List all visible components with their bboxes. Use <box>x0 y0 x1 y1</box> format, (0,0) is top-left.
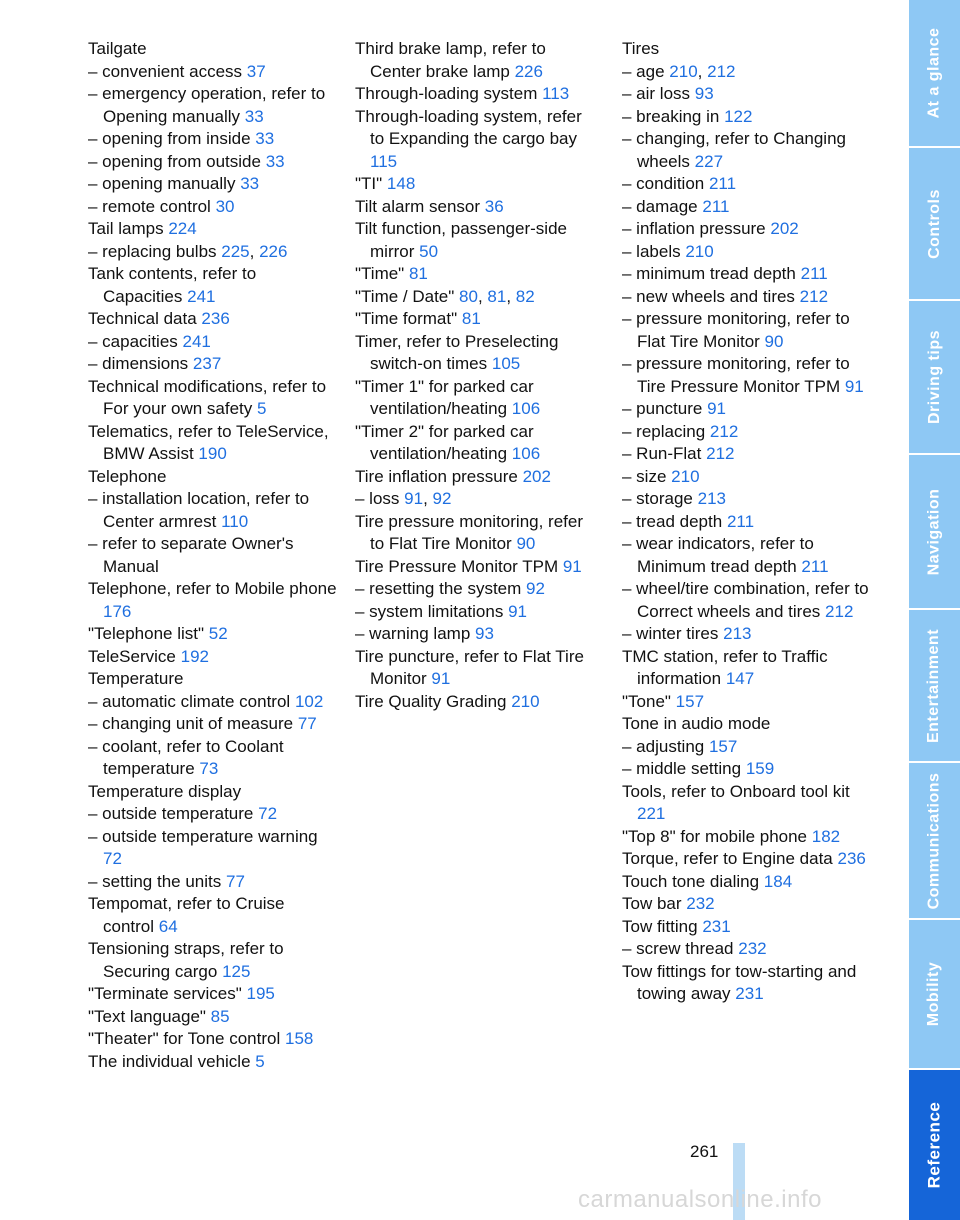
index-entry <box>622 623 872 646</box>
index-entry-text: – condition <box>622 174 705 193</box>
index-entry-text: Tank contents, refer to Capacities <box>88 264 257 306</box>
index-entry <box>622 128 872 173</box>
index-entry <box>622 871 872 894</box>
index-entry <box>622 488 872 511</box>
index-entry <box>88 151 338 174</box>
chapter-tab-entertainment[interactable] <box>909 610 960 761</box>
index-entry-text: – installation location, refer to Center armrest <box>88 489 310 531</box>
index-entry <box>622 398 872 421</box>
index-column-2 <box>355 38 600 713</box>
index-entry <box>355 218 600 263</box>
page-link[interactable]: 184 <box>763 871 793 891</box>
chapter-tab-label: Mobility <box>925 961 943 1027</box>
index-entry-text: – tread depth <box>622 511 723 531</box>
page-link[interactable]: 210 <box>511 691 540 711</box>
index-entry-text: – pressure monitoring, refer to Tire Pressure Monitor TPM <box>622 354 850 396</box>
page-link[interactable]: 113 <box>542 84 570 103</box>
index-entry <box>622 961 872 1006</box>
page-link[interactable]: 231 <box>735 984 764 1003</box>
index-entry-text: Tire pressure monitoring, refer to Flat Tire Monitor <box>355 511 584 553</box>
page-link[interactable]: 81 <box>461 309 481 328</box>
page-link[interactable]: 221 <box>637 804 666 823</box>
page-link[interactable]: 33 <box>244 106 264 126</box>
page-link[interactable]: 210 <box>671 466 700 486</box>
index-entry-text: – wear indicators, refer to Minimum tread depth <box>622 534 814 576</box>
index-entry-text: Tow fitting <box>622 916 698 936</box>
index-entry-text: – Run-Flat <box>622 444 702 463</box>
index-entry <box>88 578 338 623</box>
index-entry-text: "Time / Date" <box>355 286 455 306</box>
index-entry <box>88 196 338 219</box>
index-entry <box>88 781 338 804</box>
index-entry-text: – damage <box>622 196 698 216</box>
index-entry <box>88 466 338 489</box>
index-entry-text: – air loss <box>622 84 691 103</box>
page-number: 261 <box>690 1142 719 1161</box>
page-link[interactable]: 73 <box>199 759 219 778</box>
index-entry <box>88 1006 338 1029</box>
index-entry-text: – age <box>622 61 665 81</box>
chapter-tab-label: Entertainment <box>925 628 943 743</box>
index-entry <box>622 938 872 961</box>
page-link[interactable]: 157 <box>708 736 738 756</box>
index-entry-text: Tilt function, passenger-side mirror <box>355 219 567 261</box>
page-link[interactable]: 212 <box>707 61 736 81</box>
index-entry-text: Technical modifications, refer to For your own safety <box>88 376 327 418</box>
index-entry-text: Temperature <box>88 669 184 688</box>
page-link[interactable]: 192 <box>180 646 209 666</box>
index-entry-text: Telematics, refer to TeleService, BMW Assist <box>88 421 329 463</box>
chapter-tab-label: Controls <box>925 188 943 259</box>
page-link[interactable]: 158 <box>284 1029 314 1048</box>
page-link[interactable]: 37 <box>246 61 266 81</box>
index-entry <box>355 376 600 421</box>
page-link[interactable]: 211 <box>726 511 755 531</box>
index-entry: "Time / Date" 80, 81, 82 <box>355 286 535 306</box>
index-entry <box>88 38 338 61</box>
index-entry <box>355 623 600 646</box>
page-link[interactable]: 213 <box>723 624 752 643</box>
index-entry <box>355 331 600 376</box>
page-link[interactable]: 36 <box>484 196 504 216</box>
index-entry-text: – middle setting <box>622 759 742 778</box>
page-link[interactable]: 213 <box>697 489 726 508</box>
index-entry-text: – loss <box>355 489 400 508</box>
chapter-tab-label: Driving tips <box>925 329 943 425</box>
page-link[interactable]: 30 <box>215 196 235 216</box>
index-entry <box>355 106 600 174</box>
index-entry <box>355 556 600 579</box>
index-entry-text: – dimensions <box>88 354 189 373</box>
index-entry-text: – warning lamp <box>355 624 471 643</box>
index-entry <box>88 983 338 1006</box>
page-link[interactable]: 106 <box>511 399 541 418</box>
page-link[interactable]: 224 <box>168 219 197 238</box>
index-entry-text: – coolant, refer to Coolant temperature <box>88 736 284 778</box>
index-entry-text: Temperature display <box>88 781 242 801</box>
page-link[interactable]: 226 <box>259 241 288 261</box>
index-entry-text: – remote control <box>88 196 211 216</box>
index-entry <box>622 578 872 623</box>
index-entry-text: – opening from outside <box>88 151 261 171</box>
index-entry-text: – breaking in <box>622 106 720 126</box>
index-entry-text: Third brake lamp, refer to Center brake lamp <box>355 39 546 81</box>
index-entry <box>88 803 338 826</box>
index-entry <box>88 533 338 578</box>
index-entry-text: Timer, refer to Preselecting switch-on times <box>355 331 559 373</box>
index-entry-text: Tempomat, refer to Cruise control <box>88 894 285 936</box>
index-entry <box>88 353 338 376</box>
index-entry <box>622 646 872 691</box>
index-entry <box>622 466 872 489</box>
index-entry <box>88 1028 338 1051</box>
index-entry <box>355 308 600 331</box>
index-entry-text: Tire inflation pressure <box>355 466 518 486</box>
index-entry-text: "Telephone list" <box>88 624 205 643</box>
index-entry-text: – convenient access <box>88 61 243 81</box>
index-entry <box>355 511 600 556</box>
page-link[interactable]: 91 <box>431 669 451 688</box>
index-entry <box>622 713 872 736</box>
index-entry <box>88 938 338 983</box>
page-link[interactable]: 110 <box>221 511 249 531</box>
index-entry-text: – resetting the system <box>355 579 522 598</box>
page-link[interactable]: 52 <box>208 624 228 643</box>
index-entry-text: – outside temperature warning <box>88 826 318 846</box>
index-entry-text: – changing unit of measure <box>88 714 294 733</box>
index-entry <box>355 263 600 286</box>
index-entry-text: Through-loading system <box>355 84 538 103</box>
index-entry-text: "Time format" <box>355 309 458 328</box>
index-entry <box>622 218 872 241</box>
index-entry <box>88 128 338 151</box>
index-entry-text: TeleService <box>88 646 176 666</box>
page-link[interactable]: 72 <box>258 804 278 823</box>
index-entry <box>88 331 338 354</box>
page-link[interactable]: 33 <box>255 129 275 148</box>
page-link[interactable]: 33 <box>240 174 260 193</box>
page-link[interactable]: 5 <box>255 1051 265 1071</box>
page-link[interactable]: 157 <box>675 691 705 711</box>
index-entry <box>355 173 600 196</box>
index-entry-text: Tailgate <box>88 39 147 58</box>
index-entry <box>622 196 872 219</box>
index-entry <box>622 353 872 398</box>
index-entry-text: Through-loading system, refer to Expanding the cargo bay <box>355 106 582 148</box>
page-link[interactable]: 237 <box>192 354 222 373</box>
index-entry <box>355 601 600 624</box>
chapter-tabs-sidebar <box>909 0 960 1220</box>
index-entry-text: Telephone, refer to Mobile phone <box>88 579 337 598</box>
page-link[interactable]: 225 <box>221 241 250 261</box>
page-link[interactable]: 210 <box>685 241 714 261</box>
index-entry <box>88 218 338 241</box>
index-entry-text: Tire Pressure Monitor TPM <box>355 556 559 576</box>
page-link[interactable]: 236 <box>201 309 230 328</box>
index-entry-text: "Timer 1" for parked car ventilation/heating <box>355 376 534 418</box>
page-link[interactable]: 92 <box>526 579 545 598</box>
page-link[interactable]: 91 <box>562 556 582 576</box>
index-entry <box>88 421 338 466</box>
index-entry <box>622 916 872 939</box>
page-link[interactable]: 82 <box>515 286 535 306</box>
index-entry <box>355 578 600 601</box>
index-entry-text: "Text language" <box>88 1006 206 1026</box>
page-link[interactable]: 106 <box>511 444 541 463</box>
page-link[interactable]: 241 <box>182 331 211 351</box>
index-entry <box>622 106 872 129</box>
index-entry <box>622 893 872 916</box>
page-link[interactable]: 91 <box>404 489 424 508</box>
page-link[interactable]: 81 <box>487 286 507 306</box>
page-link[interactable]: 195 <box>246 984 275 1003</box>
page-link[interactable]: 90 <box>764 331 784 351</box>
index-entry <box>622 263 872 286</box>
page-link[interactable]: 81 <box>408 264 428 283</box>
page-link[interactable]: 72 <box>103 849 122 868</box>
page-link[interactable]: 102 <box>294 691 324 711</box>
page-link[interactable]: 212 <box>709 421 739 441</box>
index-entry <box>88 623 338 646</box>
index-entry <box>88 713 338 736</box>
page-link[interactable]: 122 <box>724 106 753 126</box>
index-entry-text: Tire puncture, refer to Flat Tire Monitor <box>355 646 584 688</box>
index-column-1 <box>88 38 338 1073</box>
chapter-tab-navigation[interactable] <box>909 455 960 608</box>
index-entry-text: "TI" <box>355 174 383 193</box>
index-entry <box>88 263 338 308</box>
chapter-tab-at-a-glance[interactable] <box>909 0 960 146</box>
page-link[interactable]: 90 <box>516 534 536 553</box>
index-entry-text: "Terminate services" <box>88 984 242 1003</box>
page-link[interactable]: 77 <box>226 871 245 891</box>
index-entry-text: Tire Quality Grading <box>355 691 507 711</box>
chapter-tab-label: Communications <box>925 772 943 909</box>
index-entry <box>88 826 338 871</box>
index-entry-text: – replacing <box>622 421 706 441</box>
index-entry-text: Tilt alarm sensor <box>355 196 481 216</box>
index-entry <box>622 308 872 353</box>
page-link[interactable]: 85 <box>210 1006 230 1026</box>
index-entry-text: – refer to separate Owner's Manual <box>88 534 294 576</box>
page-link[interactable]: 226 <box>514 61 543 81</box>
index-entry-text: – size <box>622 466 667 486</box>
page-link[interactable]: 202 <box>770 219 799 238</box>
index-entry-text: – new wheels and tires <box>622 286 795 306</box>
page-link[interactable]: 227 <box>694 151 724 171</box>
index-entry-text: – capacities <box>88 331 178 351</box>
index-entry-text: – emergency operation, refer to Opening manually <box>88 84 326 126</box>
index-entry <box>88 668 338 691</box>
index-entry: – age 210, 212 <box>622 61 736 81</box>
index-entry <box>622 511 872 534</box>
page-link[interactable]: 91 <box>707 399 726 418</box>
index-entry <box>622 781 872 826</box>
page-link[interactable]: 91 <box>508 601 527 621</box>
chapter-tab-mobility[interactable] <box>909 920 960 1068</box>
index-entry <box>622 421 872 444</box>
page-link[interactable]: 241 <box>187 286 216 306</box>
index-entry-text: – outside temperature <box>88 804 254 823</box>
index-entry <box>355 691 600 714</box>
page-link[interactable]: 93 <box>694 84 714 103</box>
chapter-tab-reference[interactable] <box>909 1070 960 1220</box>
index-entry <box>622 848 872 871</box>
index-entry-text: Tires <box>622 39 660 58</box>
index-entry-text: – opening from inside <box>88 129 251 148</box>
chapter-tab-label: Navigation <box>925 488 943 575</box>
page-link[interactable]: 80 <box>459 286 478 306</box>
chapter-tab-label: Reference <box>924 1101 944 1189</box>
index-entry-text: – winter tires <box>622 624 719 643</box>
page-link[interactable]: 93 <box>475 624 494 643</box>
index-entry-text: "Tone" <box>622 691 671 711</box>
index-entry <box>88 83 338 128</box>
index-entry: – loss 91, 92 <box>355 489 452 508</box>
index-entry <box>355 466 600 489</box>
index-entry-text: Tools, refer to Onboard tool kit <box>622 781 850 801</box>
page-link[interactable]: 105 <box>491 354 521 373</box>
index-entry-text: The individual vehicle <box>88 1051 251 1071</box>
index-entry-text: – storage <box>622 489 693 508</box>
index-entry <box>88 893 338 938</box>
index-entry-text: TMC station, refer to Traffic information <box>622 646 828 688</box>
page-link[interactable]: 64 <box>158 916 178 936</box>
index-entry <box>88 308 338 331</box>
index-entry <box>88 1051 338 1074</box>
page-link[interactable]: 212 <box>706 444 735 463</box>
index-entry-text: – labels <box>622 241 681 261</box>
chapter-tab-driving-tips[interactable] <box>909 301 960 453</box>
index-entry-text: "Top 8" for mobile phone <box>622 826 808 846</box>
index-entry <box>88 691 338 714</box>
page-link[interactable]: 232 <box>738 939 767 958</box>
index-entry-text: Tone in audio mode <box>622 714 771 733</box>
index-column-3 <box>622 38 872 1006</box>
page-link[interactable]: 211 <box>702 196 730 216</box>
index-entry <box>622 736 872 759</box>
index-entry-text: Telephone <box>88 466 167 486</box>
page-link[interactable]: 211 <box>708 174 737 193</box>
index-entry-text: Tensioning straps, refer to Securing cargo <box>88 939 284 981</box>
index-entry <box>88 736 338 781</box>
index-entry <box>355 83 600 106</box>
page-link[interactable]: 211 <box>800 264 828 283</box>
index-entry-text: – minimum tread depth <box>622 264 796 283</box>
index-entry <box>355 196 600 219</box>
page-link[interactable]: 232 <box>686 894 715 913</box>
page-link[interactable]: 33 <box>265 151 285 171</box>
index-entry-text: "Theater" for Tone control <box>88 1029 281 1048</box>
index-entry <box>355 421 600 466</box>
index-entry-text: "Time" <box>355 264 405 283</box>
page-link[interactable]: 202 <box>522 466 551 486</box>
page-link[interactable]: 5 <box>257 399 267 418</box>
index-entry <box>88 871 338 894</box>
index-entry-text: – system limitations <box>355 601 504 621</box>
index-entry <box>88 173 338 196</box>
page-link[interactable]: 231 <box>702 916 731 936</box>
index-entry <box>622 691 872 714</box>
page-link[interactable]: 176 <box>103 601 132 621</box>
page-link[interactable]: 147 <box>725 669 755 688</box>
page-link[interactable]: 182 <box>811 826 841 846</box>
index-entry-text: – wheel/tire combination, refer to Correct wheels and tires <box>622 579 869 621</box>
index-entry <box>88 61 338 84</box>
index-entry <box>88 376 338 421</box>
index-entry <box>622 241 872 264</box>
page-link[interactable]: 159 <box>745 759 775 778</box>
watermark: carmanualsonline.info <box>578 1186 822 1213</box>
index-entry <box>622 286 872 309</box>
index-entry-text: – inflation pressure <box>622 219 766 238</box>
page-link[interactable]: 115 <box>370 151 398 171</box>
index-entry-text: Tail lamps <box>88 219 164 238</box>
index-entry-text: – puncture <box>622 399 703 418</box>
index-entry-text: Touch tone dialing <box>622 871 760 891</box>
page-link[interactable]: 210 <box>669 61 698 81</box>
index-entry: – replacing bulbs 225, 226 <box>88 241 288 261</box>
index-entry-text: – pressure monitoring, refer to Flat Tire Monitor <box>622 309 850 351</box>
index-entry-text: Torque, refer to Engine data <box>622 849 833 868</box>
index-entry-text: Technical data <box>88 309 197 328</box>
index-entry-text: – replacing bulbs <box>88 241 217 261</box>
index-entry <box>355 38 600 83</box>
page-link[interactable]: 77 <box>297 714 317 733</box>
index-entry <box>622 173 872 196</box>
index-entry <box>622 443 872 466</box>
index-entry-text: – setting the units <box>88 871 222 891</box>
index-entry <box>622 83 872 106</box>
page-link[interactable]: 92 <box>432 489 452 508</box>
page-link[interactable]: 50 <box>419 241 439 261</box>
index-entry-text: – adjusting <box>622 736 705 756</box>
page-link[interactable]: 91 <box>844 376 864 396</box>
index-entry <box>355 646 600 691</box>
index-entry <box>88 488 338 533</box>
index-entry-text: – automatic climate control <box>88 691 291 711</box>
index-entry-text: – changing, refer to Changing wheels <box>622 129 846 171</box>
index-entry-text: – opening manually <box>88 174 236 193</box>
chapter-tab-label: At a glance <box>925 27 943 119</box>
page-link[interactable]: 236 <box>837 849 866 868</box>
index-entry-text: "Timer 2" for parked car ventilation/heating <box>355 421 534 463</box>
index-entry <box>622 826 872 849</box>
index-entry <box>622 38 872 61</box>
index-entry <box>622 533 872 578</box>
index-entry <box>622 758 872 781</box>
page-link[interactable]: 190 <box>198 444 227 463</box>
page-link[interactable]: 211 <box>801 556 829 576</box>
chapter-tab-communications[interactable] <box>909 763 960 918</box>
index-entry-text: – screw thread <box>622 939 734 958</box>
page-link[interactable]: 212 <box>799 286 829 306</box>
index-entry <box>88 646 338 669</box>
index-entry-text: Tow fittings for tow-starting and towing away <box>622 961 857 1003</box>
page-link[interactable]: 148 <box>386 174 416 193</box>
chapter-tab-controls[interactable] <box>909 148 960 299</box>
page-link[interactable]: 212 <box>825 601 854 621</box>
index-entry-text: Tow bar <box>622 894 682 913</box>
page-link[interactable]: 125 <box>222 961 251 981</box>
